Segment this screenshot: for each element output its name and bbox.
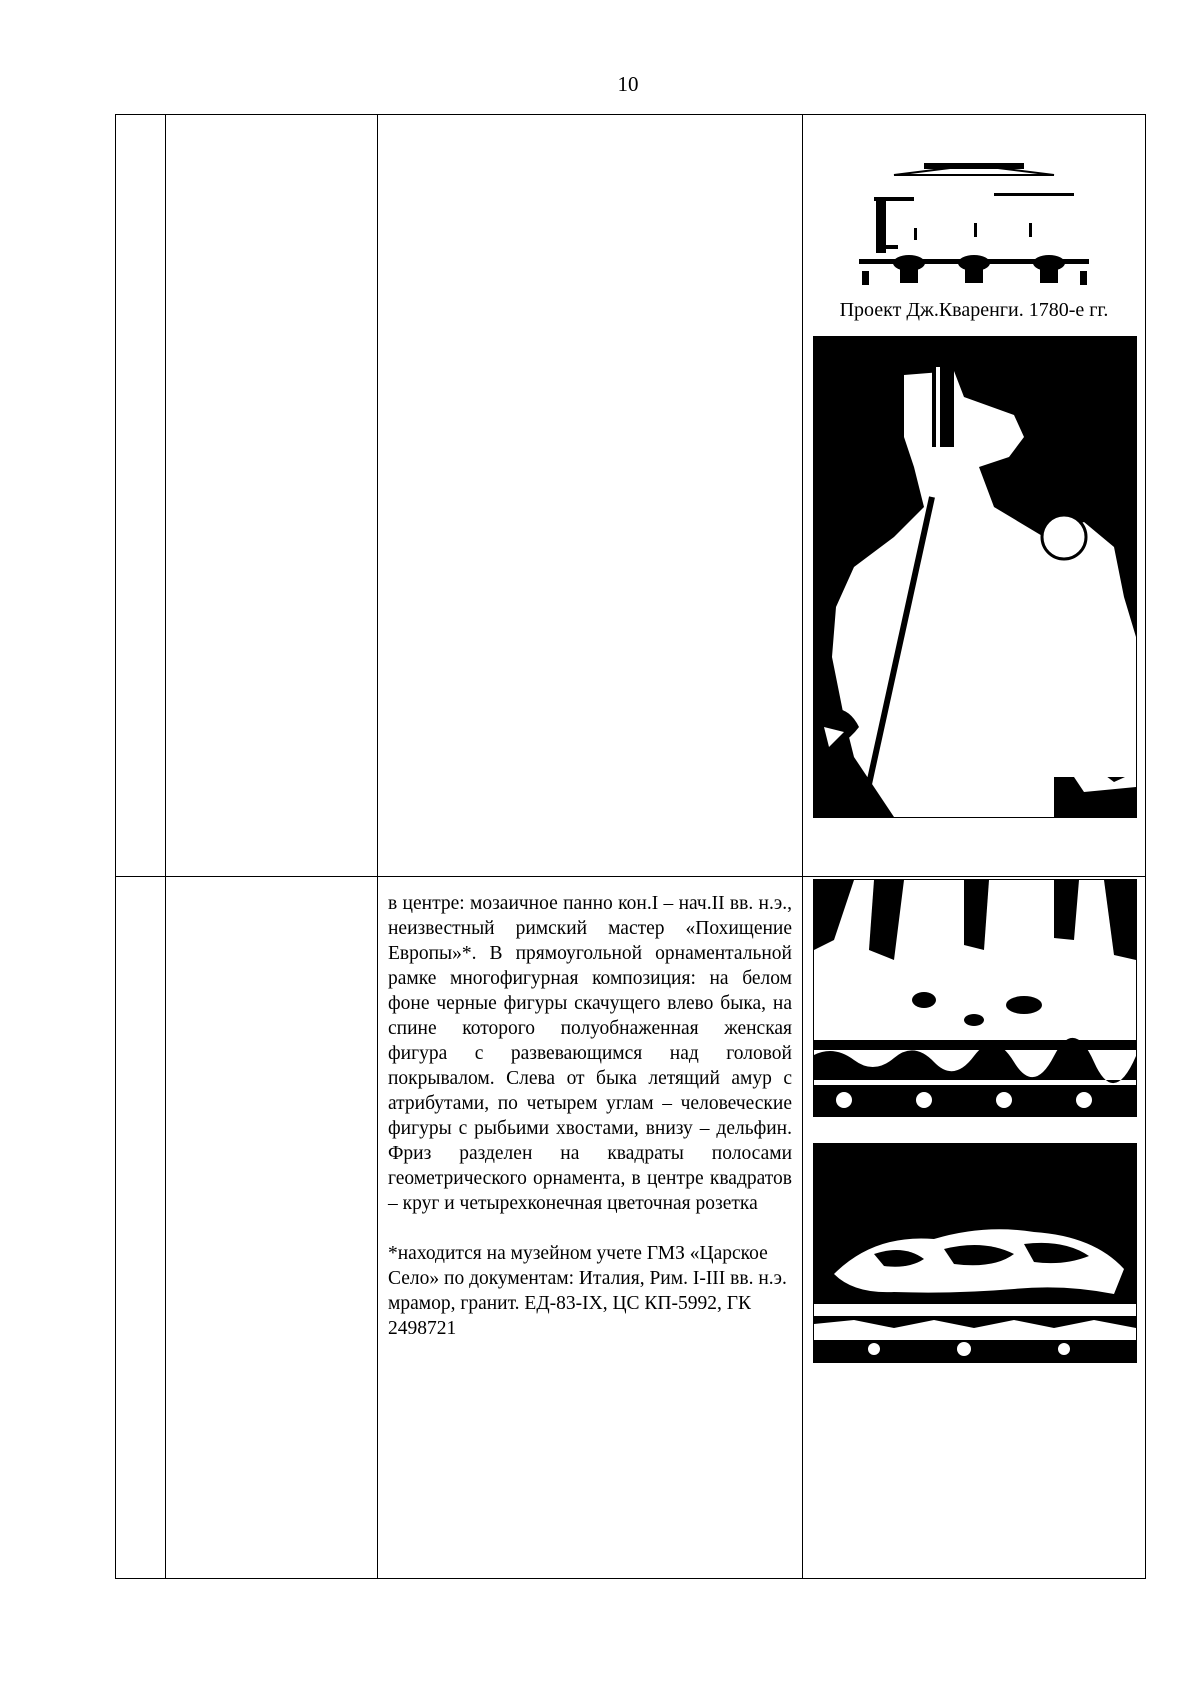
photo-icon: [814, 880, 1136, 1116]
description-cell: [378, 877, 803, 1579]
page-number: 10: [617, 72, 639, 96]
description-cell: [378, 115, 803, 877]
museum-note: *находится на музейном учете ГМЗ «Царское Село» по документам: Италия, Рим. I-III вв. н.э. мрамор, гранит. ЕД-83-IX, ЦС КП-5992, ГК 2498721: [388, 1243, 787, 1339]
interior-photo: [813, 336, 1137, 818]
number-cell: [116, 877, 166, 1579]
architectural-drawing: [854, 153, 1094, 293]
mosaic-photo: [813, 879, 1137, 1117]
image-cell: [803, 877, 1146, 1579]
image-cell: [803, 115, 1146, 877]
mosaic-detail-photo: [813, 1143, 1137, 1363]
photo-icon: [814, 1144, 1136, 1362]
mosaic-description: в центре: мозаичное панно кон.I – нач.II вв. н.э., неизвестный римский мастер «Похищение Европы»*. В прямоугольной орнаментальной рамке многофигурная композиция: на белом фоне черные фигуры скачущего влево быка, на спине которого полуобнаженная женская фигура с развевающимся над головой покрывалом. Слева от быка летящий амур с атрибутами, по четырем углам – человеческие фигуры с рыбьими хвостами, внизу – дельфин. Фриз разделен на квадраты полосами геометрического орнамента, в центре квадратов – круг и четырехконечная цветочная розетка: [388, 893, 792, 1214]
drawing-icon: [854, 153, 1094, 293]
number-cell: [116, 115, 166, 877]
name-cell: [166, 115, 378, 877]
drawing-caption: Проект Дж.Кваренги. 1780-е гг.: [839, 299, 1109, 321]
table-row: [116, 115, 1146, 877]
name-cell: [166, 877, 378, 1579]
photo-icon: [814, 337, 1136, 817]
table-row: [116, 877, 1146, 1579]
monument-table: [115, 114, 1146, 1579]
